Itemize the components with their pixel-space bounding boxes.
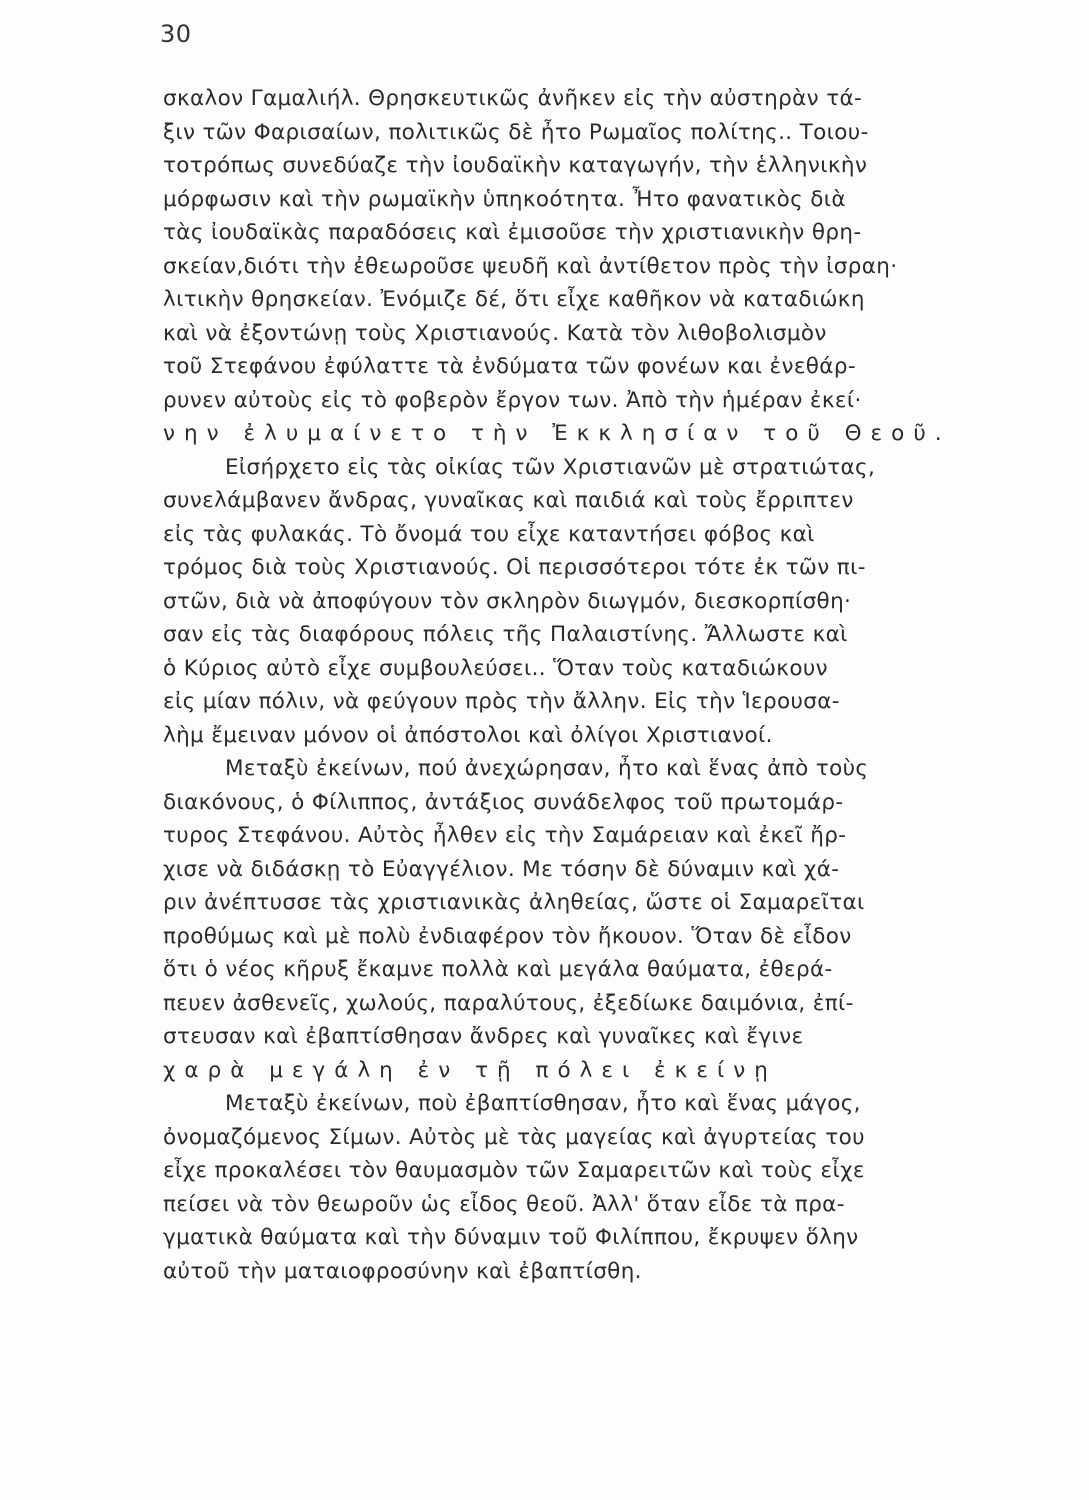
body-text: [163, 82, 1083, 1288]
text-line: λιτικὴν θρησκείαν. Ἐνόμιζε δέ, ὅτι εἶχε καθῆκον νὰ καταδιώκη: [163, 287, 865, 312]
text-line: ρυνεν αὐτοὺς εἰς τὸ φοβερὸν ἔργον των. Ἀπὸ τὴν ἡμέραν ἐκεί·: [163, 387, 862, 413]
page-number: 30: [160, 20, 192, 48]
text-line: τοῦ Στεφάνου ἐφύλαττε τὰ ἐνδύματα τῶν φονέων και ἐνεθάρ-: [163, 354, 856, 379]
text-line: Μεταξὺ ἐκείνων, ποὺ ἐβαπτίσθησαν, ἦτο καὶ ἕνας μάγος,: [225, 1091, 861, 1116]
text-line: σαν εἰς τὰς διαφόρους πόλεις τῆς Παλαιστίνης. Ἄλλωστε καὶ: [163, 622, 848, 647]
text-line: εἰς τὰς φυλακάς. Τὸ ὄνομά του εἶχε καταντήσει φόβος καὶ: [163, 521, 815, 547]
text-line: ριν ἀνέπτυσσε τὰς χριστιανικὰς ἀληθείας, ὥστε οἱ Σαμαρεῖται: [163, 890, 865, 915]
text-line: στῶν, διὰ νὰ ἀποφύγουν τὸν σκληρὸν διωγμόν, διεσκορπίσθη·: [163, 588, 852, 614]
text-line: προθύμως καὶ μὲ πολὺ ἐνδιαφέρον τὸν ἤκουον. Ὅταν δὲ εἶδον: [163, 923, 852, 949]
text-line: αὐτοῦ τὴν ματαιοφροσύνην καὶ ἐβαπτίσθη.: [163, 1258, 642, 1284]
text-line: λὴμ ἔμειναν μόνον οἱ ἀπόστολοι καὶ ὀλίγοι Χριστιανοί.: [163, 722, 773, 748]
text-line: νην ἐλυμαίνετο τὴν Ἐκκλησίαν τοῦ Θεοῦ.: [163, 421, 951, 446]
text-line: τὰς ἰουδαϊκὰς παραδόσεις καὶ ἐμισοῦσε τὴν χριστιανικὴν θρη-: [163, 220, 862, 245]
text-line: Μεταξὺ ἐκείνων, πού ἀνεχώρησαν, ἦτο καὶ ἕνας ἀπὸ τοὺς: [225, 756, 869, 781]
text-line: συνελάμβανεν ἄνδρας, γυναῖκας καὶ παιδιά καὶ τοὺς ἔρριπτεν: [163, 488, 854, 513]
text-line: χαρὰ μεγάλη ἐν τῇ πόλει ἐκείνῃ: [163, 1057, 777, 1083]
text-line: Εἰσήρχετο εἰς τὰς οἰκίας τῶν Χριστιανῶν μὲ στρατιώτας,: [225, 454, 876, 480]
text-line: γματικὰ θαύματα καὶ τὴν δύναμιν τοῦ Φιλίππου, ἔκρυψεν ὅλην: [163, 1225, 859, 1250]
text-line: καὶ νὰ ἐξοντώνῃ τοὺς Χριστιανούς. Κατὰ τὸν λιθοβολισμὸν: [163, 320, 827, 346]
text-line: σκείαν,διότι τὴν ἐθεωροῦσε ψευδῆ καὶ ἀντίθετον πρὸς τὴν ἰσραη·: [163, 253, 898, 279]
text-line: πείσει νὰ τὸν θεωροῦν ὡς εἶδος θεοῦ. Ἀλλ' ὅταν εἶδε τὰ πρα-: [163, 1191, 845, 1217]
text-line: πευεν ἀσθενεῖς, χωλούς, παραλύτους, ἐξεδίωκε δαιμόνια, ἐπί-: [163, 990, 854, 1016]
text-line: στευσαν καὶ ἐβαπτίσθησαν ἄνδρες καὶ γυναῖκες καὶ ἔγινε: [163, 1024, 804, 1049]
text-line: τυρος Στεφάνου. Αὐτὸς ἦλθεν εἰς τὴν Σαμάρειαν καὶ ἐκεῖ ἤρ-: [163, 823, 847, 848]
text-line: διακόνους, ὁ Φίλιππος, ἀντάξιος συνάδελφος τοῦ πρωτομάρ-: [163, 789, 844, 815]
text-line: μόρφωσιν καὶ τὴν ρωμαϊκὴν ὑπηκοότητα. Ἦτο φανατικὸς διὰ: [163, 186, 846, 212]
text-line: ὀνομαζόμενος Σίμων. Αὐτὸς μὲ τὰς μαγείας καὶ ἀγυρτείας του: [163, 1124, 865, 1150]
text-line: ὅτι ὁ νέος κῆρυξ ἔκαμνε πολλὰ καὶ μεγάλα θαύματα, ἐθερά-: [163, 957, 833, 982]
text-line: τρόμος διὰ τοὺς Χριστιανούς. Οἱ περισσότεροι τότε ἐκ τῶν πι-: [163, 555, 866, 580]
text-line: εἶχε προκαλέσει τὸν θαυμασμὸν τῶν Σαμαρειτῶν καὶ τοὺς εἶχε: [163, 1158, 865, 1183]
text-line: σκαλον Γαμαλιήλ. Θρησκευτικῶς ἀνῆκεν εἰς τὴν αὐστηρὰν τά-: [163, 86, 863, 111]
text-line: εἰς μίαν πόλιν, νὰ φεύγουν πρὸς τὴν ἄλλην. Εἰς τὴν Ἱερουσα-: [163, 689, 840, 714]
text-line: ὁ Κύριος αὐτὸ εἶχε συμβουλεύσει.. Ὅταν τοὺς καταδιώκουν: [163, 655, 828, 681]
text-line: τοτρόπως συνεδύαζε τὴν ἰουδαϊκὴν καταγωγήν, τὴν ἑλληνικὴν: [163, 153, 868, 178]
text-line: χισε νὰ διδάσκῃ τὸ Εὐαγγέλιον. Με τόσην δὲ δύναμιν καὶ χά-: [163, 856, 840, 882]
text-line: ξιν τῶν Φαρισαίων, πολιτικῶς δὲ ἦτο Ρωμαῖος πολίτης.. Τοιου-: [163, 119, 869, 145]
